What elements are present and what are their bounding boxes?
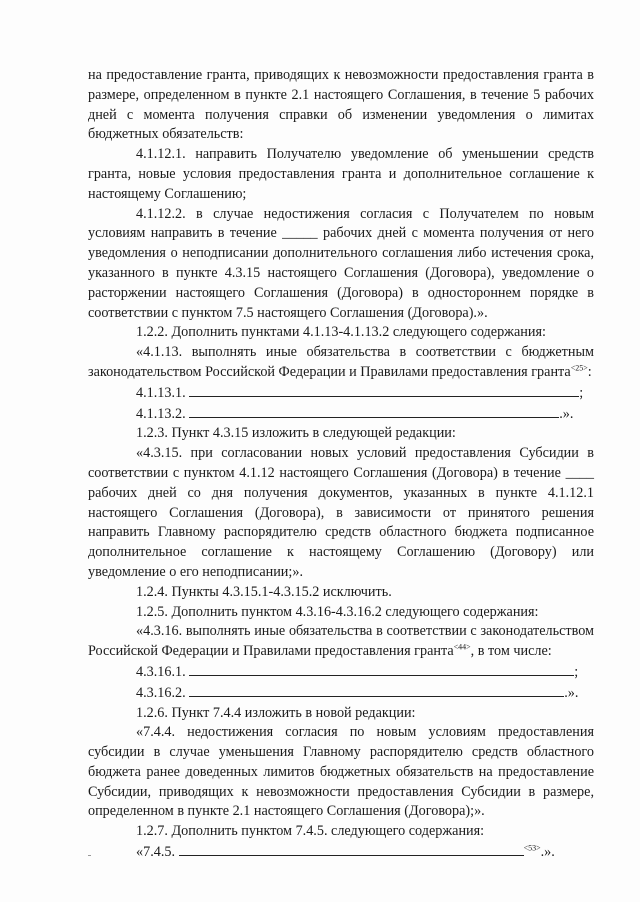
paragraph-p18: [88, 842, 594, 863]
fill-in-blank: [189, 683, 564, 697]
paragraph-text: 4.1.12.1. направить Получателю уведомление об уменьшении средств гранта, новые условия предоставления гранта и дополнительное соглашение к настоящему Соглашению;: [88, 146, 594, 202]
fill-in-blank: [189, 383, 579, 397]
paragraph-p12: [88, 622, 594, 662]
paragraph-p6: [88, 383, 594, 404]
paragraph-p16: [88, 723, 594, 822]
paragraph-text: 4.3.16.1.: [136, 663, 190, 680]
paragraph-p8: [88, 424, 594, 444]
footnote-reference: <53>: [523, 843, 541, 853]
fill-in-blank: [189, 404, 559, 418]
paragraph-p17: [88, 822, 594, 842]
scan-mark: [88, 855, 91, 856]
paragraph-text: 4.1.12.2. в случае недостижения согласия с Получателем по новым условиям направить в течение _____ рабочих дней с момента получения от него уведомления о неподписании дополнительного соглашения либо истечения срока, указанного в пункте 4.3.15 настоящего Соглашения (Договора), уведомление о расторжении настоящего Соглашения (Договора) в одностороннем порядке в соответствии с пунктом 7.5 настоящего Соглашения (Договора).».: [88, 205, 594, 321]
paragraph-p9: [88, 444, 594, 583]
paragraph-p13: [88, 662, 594, 683]
paragraph-tail-text: .».: [559, 405, 574, 422]
paragraph-p5: [88, 343, 594, 383]
footnote-reference: <44>: [453, 642, 471, 652]
paragraph-text: 1.2.6. Пункт 7.4.4 изложить в новой редакции:: [136, 704, 416, 721]
paragraph-tail-text: , в том числе:: [470, 643, 552, 660]
paragraph-text: «4.3.16. выполнять иные обязательства в соответствии с законодательством Российской Федерации и Правилами предоставления гранта: [88, 623, 594, 660]
paragraph-p3: [88, 205, 594, 324]
paragraph-p2: [88, 145, 594, 204]
paragraph-text: 4.3.16.2.: [136, 684, 190, 701]
paragraph-tail-text: .».: [564, 684, 579, 701]
paragraph-tail-text: ;: [574, 663, 579, 680]
paragraph-p11: [88, 603, 594, 623]
paragraph-text: 4.1.13.2.: [136, 405, 190, 422]
paragraph-p7: [88, 404, 594, 425]
paragraph-p10: [88, 583, 594, 603]
paragraph-text: «7.4.5.: [136, 844, 179, 861]
paragraph-text: 4.1.13.1.: [136, 384, 190, 401]
paragraph-p15: [88, 704, 594, 724]
fill-in-blank: [179, 842, 524, 856]
paragraph-tail-text: .».: [540, 844, 555, 861]
paragraph-text: «4.1.13. выполнять иные обязательства в соответствии с бюджетным законодательством Российской Федерации и Правилами предоставления гранта: [88, 344, 594, 380]
paragraph-text: 1.2.3. Пункт 4.3.15 изложить в следующей редакции:: [136, 425, 456, 442]
paragraph-p4: [88, 323, 594, 343]
paragraph-text: 1.2.4. Пункты 4.3.15.1-4.3.15.2 исключить.: [136, 583, 392, 600]
paragraph-text: на предоставление гранта, приводящих к невозможности предоставления гранта в размере, определенном в пункте 2.1 настоящего Соглашения, в течение 5 рабочих дней с момента получения справки об изменении уведомления о лимитах бюджетных обязательств:: [88, 67, 594, 143]
paragraph-text: 1.2.7. Дополнить пунктом 7.4.5. следующего содержания:: [136, 823, 485, 840]
footnote-reference: <25>: [570, 363, 588, 373]
paragraph-text: 1.2.2. Дополнить пунктами 4.1.13-4.1.13.2 следующего содержания:: [136, 324, 546, 341]
paragraph-p14: [88, 683, 594, 704]
paragraph-text: 1.2.5. Дополнить пунктом 4.3.16-4.3.16.2 следующего содержания:: [136, 603, 539, 620]
paragraph-tail-text: ;: [579, 384, 584, 401]
paragraph-text: «7.4.4. недостижения согласия по новым условиям предоставления субсидии в случае уменьшения Главному распорядителю средств областного бюджета ранее доведенных лимитов бюджетных обязательств на предоставление Субсидии, приводящих к невозможности предоставления Субсидии в размере, определенном в пункте 2.1 настоящего Соглашения (Договора);».: [88, 724, 594, 820]
fill-in-blank: [189, 662, 574, 676]
paragraph-text: «4.3.15. при согласовании новых условий предоставления Субсидии в соответствии с пунктом 4.1.12 настоящего Соглашения (Договора) в течение ____ рабочих дней со дня получения документов, указанных в пункте 4.1.12.1 настоящего Соглашения (Договора), в зависимости от принятого решения направить Главному распорядителю средств областного бюджета подписанное дополнительное соглашение к настоящему Соглашению (Договору) или уведомление о его неподписании;».: [88, 445, 594, 580]
paragraph-p1: [88, 66, 594, 145]
paragraph-tail-text: :: [587, 363, 592, 380]
